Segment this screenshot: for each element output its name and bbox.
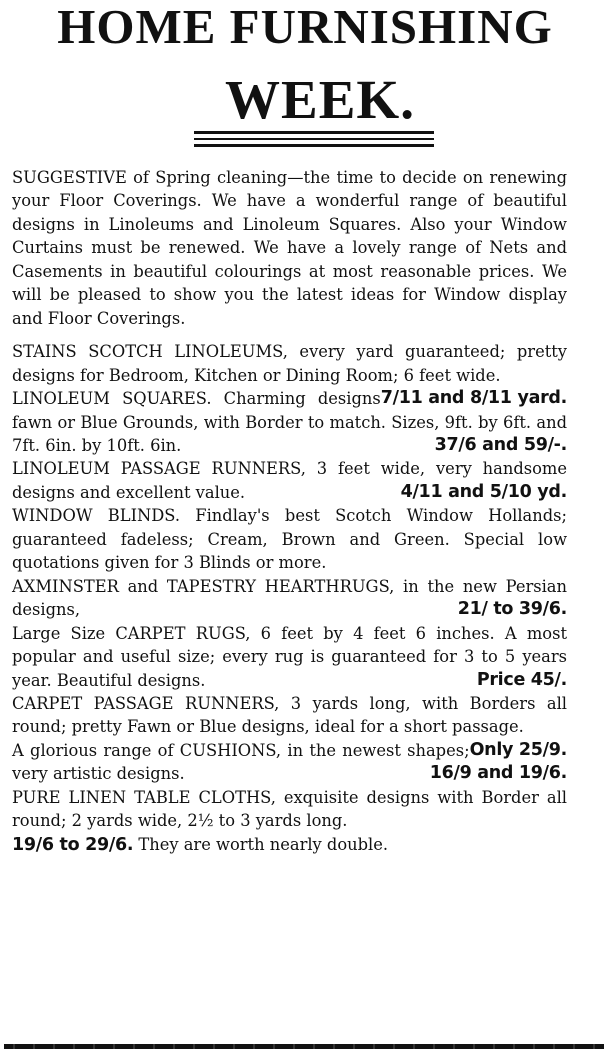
headline-line-1: HOME FURNISHING	[57, 0, 553, 54]
item-text: STAINS SCOTCH LINOLEUMS, every yard guaranteed; pretty designs for Bedroom, Kitchen or Dining Room; 6 feet wide.	[12, 342, 567, 385]
item-carpet-passage-runners	[12, 692, 567, 760]
closing-line	[12, 833, 567, 857]
item-text: LINOLEUM SQUARES. Charming designs fawn or Blue Grounds, with Border to match. Sizes, 9ft. by 6ft. and 7ft. 6in. by 10ft. 6in.	[12, 389, 567, 455]
item-text: Large Size CARPET RUGS, 6 feet by 4 feet 6 inches. A most popular and useful size; every rug is guaranteed for 3 to 5 years year. Beautiful designs.	[12, 623, 567, 690]
item-price: 37/6 and 59/-.	[434, 434, 567, 455]
item-price: Only 25/9.	[469, 739, 567, 760]
title-rule-middle	[194, 138, 434, 140]
item-price: 4/11 and 5/10 yd.	[400, 481, 567, 502]
headline-line-2: WEEK.	[225, 69, 415, 130]
item-window-blinds	[12, 504, 567, 574]
item-price: 21/ to 39/6.	[457, 599, 567, 620]
closing-text: They are worth nearly double.	[138, 834, 389, 854]
item-text: PURE LINEN TABLE CLOTHS, exquisite designs with Border all round; 2 yards wide, 2½ to 3 yards long.	[12, 787, 567, 831]
item-hearthrugs	[12, 575, 567, 622]
item-text: A glorious range of CUSHIONS, in the newest shapes; very artistic designs.	[12, 740, 470, 784]
ad-body	[12, 166, 567, 857]
item-carpet-rugs	[12, 622, 567, 692]
closing-price: 19/6 to 29/6.	[12, 834, 134, 855]
item-price: Price 45/.	[476, 669, 567, 690]
intro-paragraph: SUGGESTIVE of Spring cleaning—the time to decide on renewing your Floor Coverings. We have a wonderful range of beautiful designs in Linoleums and Linoleum Squares. Also your Window Curtains must be renewed. We have a lovely range of Nets and Casements in beautiful colourings at most reasonable prices. We will be pleased to show you the latest ideas for Window display and Floor Coverings.	[12, 168, 567, 328]
item-text: AXMINSTER and TAPESTRY HEARTHRUGS, in the new Persian designs,	[12, 576, 567, 620]
title-rule-top	[194, 131, 434, 134]
item-text: WINDOW BLINDS. Findlay's best Scotch Window Hollands; guaranteed fadeless; Cream, Brown and Green. Special low quotations given for 3 Blinds or more.	[12, 506, 567, 573]
item-price: 7/11 and 8/11 yard.	[380, 388, 567, 409]
item-text: CARPET PASSAGE RUNNERS, 3 yards long, with Borders all round; pretty Fawn or Blue designs, ideal for a short passage.	[12, 693, 567, 737]
item-passage-runners	[12, 457, 567, 504]
item-text: LINOLEUM PASSAGE RUNNERS, 3 feet wide, very handsome designs and excellent value.	[12, 459, 567, 502]
title-rule-bottom	[194, 144, 434, 147]
item-linoleums	[12, 340, 567, 409]
item-price: 16/9 and 19/6.	[429, 763, 567, 784]
item-table-cloths	[12, 786, 567, 833]
bottom-border-rule	[4, 1044, 604, 1049]
